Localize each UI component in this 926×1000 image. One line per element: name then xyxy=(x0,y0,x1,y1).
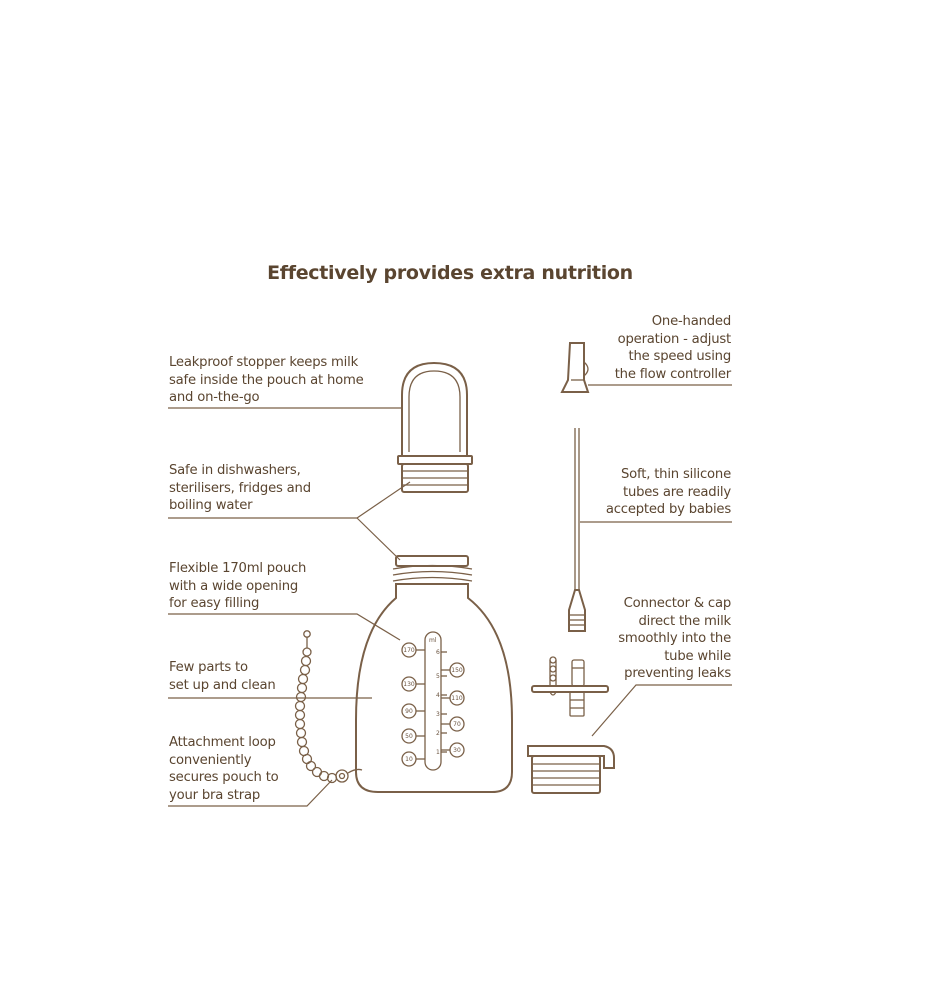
callout-line: smoothly into the xyxy=(618,631,731,646)
callout-line: boiling water xyxy=(169,498,253,513)
callout-line: conveniently xyxy=(169,752,252,768)
leader-line-attachment xyxy=(168,780,332,806)
oz-mark-4: 4 xyxy=(436,692,440,699)
stopper-icon xyxy=(398,363,472,492)
ml-mark-130: 130 xyxy=(403,681,415,688)
pouch-markings xyxy=(402,637,464,766)
leader-lines-left xyxy=(168,408,410,806)
marking-unit-ml: ml xyxy=(429,637,437,644)
callout-line: Few parts to xyxy=(169,660,248,675)
oz-mark-6: 6 xyxy=(436,649,440,656)
callout-line: and on-the-go xyxy=(169,390,260,405)
callout-line: safe inside the pouch at home xyxy=(169,372,364,388)
pouch-icon xyxy=(356,556,512,792)
leader-line-pouch xyxy=(168,614,400,640)
connector-icon xyxy=(532,657,608,716)
callout-line: Leakproof stopper keeps milk xyxy=(169,355,359,370)
callout-line: set up and clean xyxy=(169,677,276,693)
leader-line-dishwasher-lower xyxy=(357,518,400,560)
flow-controller-icon xyxy=(562,343,588,392)
callout-line: preventing leaks xyxy=(624,666,731,681)
leader-line-dishwasher-upper xyxy=(168,482,410,518)
silicone-tube-icon xyxy=(569,428,585,631)
callout-line: Attachment loop xyxy=(169,735,276,750)
callout-line: your bra strap xyxy=(169,787,261,803)
callout-line: tubes are readily xyxy=(622,484,731,500)
attachment-loop-icon xyxy=(296,631,363,783)
ml-mark-70: 70 xyxy=(453,721,461,728)
callout-line: the flow controller xyxy=(614,366,731,382)
ml-mark-110: 110 xyxy=(451,695,463,702)
callout-line: Connector & cap xyxy=(623,596,731,611)
callout-line: with a wide opening xyxy=(169,578,299,594)
leader-lines-right xyxy=(580,385,732,736)
callout-line: operation - adjust xyxy=(617,331,731,347)
ml-mark-170: 170 xyxy=(403,647,415,654)
oz-mark-2: 2 xyxy=(436,730,440,737)
callout-line: One-handed xyxy=(651,314,731,329)
ml-mark-50: 50 xyxy=(405,733,413,740)
leader-line-connector xyxy=(592,685,732,736)
cap-icon xyxy=(528,746,614,793)
callout-line: for easy filling xyxy=(169,596,260,611)
callout-line: Safe in dishwashers, xyxy=(169,463,301,478)
ml-mark-90: 90 xyxy=(405,708,413,715)
ml-mark-150: 150 xyxy=(451,667,463,674)
callout-line: direct the milk xyxy=(638,613,731,629)
callout-line: Flexible 170ml pouch xyxy=(169,561,307,576)
callout-line: Soft, thin silicone xyxy=(621,467,731,482)
ml-mark-30: 30 xyxy=(453,747,461,754)
ml-mark-10: 10 xyxy=(405,756,413,763)
diagram-title: Effectively provides extra nutrition xyxy=(267,262,633,284)
callout-line: accepted by babies xyxy=(605,502,731,517)
callout-line: sterilisers, fridges and xyxy=(169,480,311,496)
callout-line: secures pouch to xyxy=(169,770,279,785)
oz-mark-1: 1 xyxy=(436,749,440,756)
callout-line: the speed using xyxy=(628,349,731,364)
oz-mark-5: 5 xyxy=(436,673,440,680)
oz-mark-3: 3 xyxy=(436,711,440,718)
callout-line: tube while xyxy=(664,648,731,664)
